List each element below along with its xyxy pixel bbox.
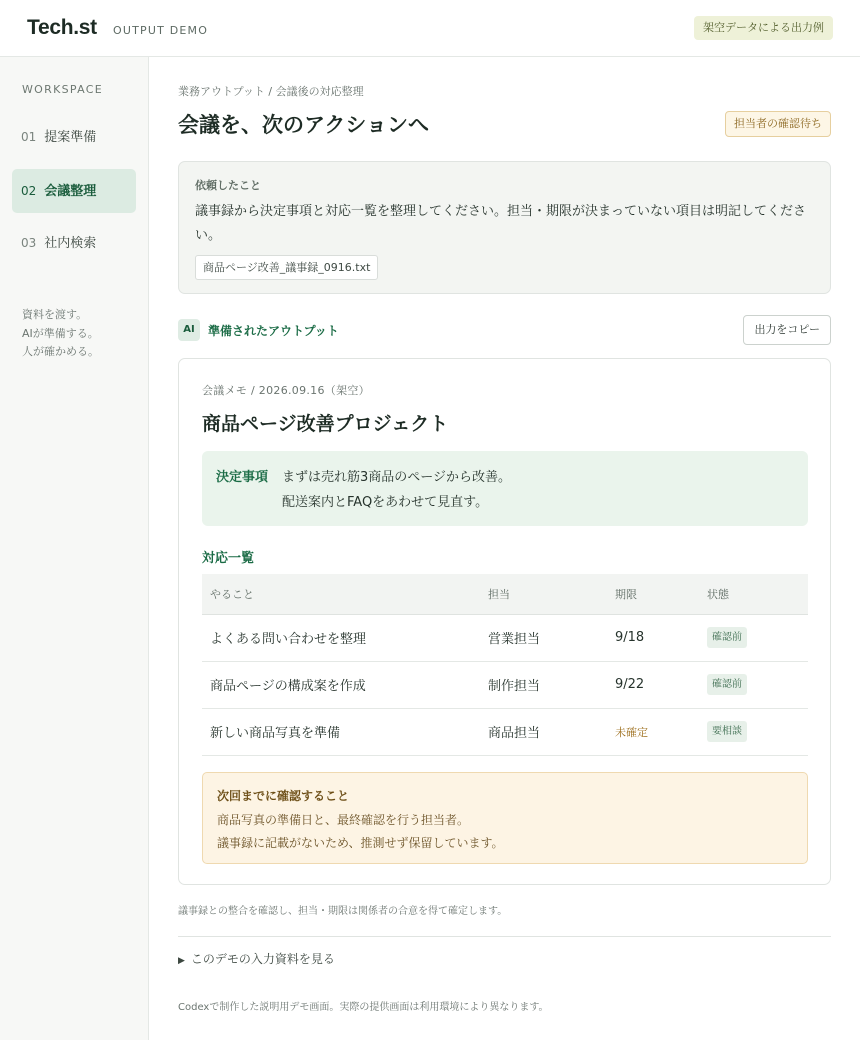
triangle-right-icon: ▶: [178, 956, 185, 966]
sidebar-item-label: 提案準備: [44, 130, 97, 145]
status-tag: 要相談: [707, 721, 747, 742]
sidebar-note: [22, 306, 99, 362]
ai-icon: AI: [178, 319, 200, 341]
logo[interactable]: Tech.st: [27, 16, 97, 39]
memo-meta: 会議メモ / 2026.09.16（架空）: [202, 384, 370, 397]
follow-up-box: [202, 772, 808, 864]
table-row: [202, 614, 808, 661]
due-cell: 9/22: [607, 661, 699, 708]
request-text: 議事録から決定事項と対応一覧を整理してください。担当・期限が決まっていない項目は明記してください。: [195, 204, 807, 243]
column-header-due: 期限: [607, 574, 699, 614]
footnote: 議事録との整合を確認し、担当・期限は関係者の合意を得て確定します。: [178, 906, 508, 917]
sidebar-note-line: AIが準備する。: [22, 326, 99, 340]
workspace-label: WORKSPACE: [22, 83, 103, 96]
sidebar-item-number: 03: [21, 236, 37, 250]
follow-up-title: 次回までに確認すること: [217, 789, 350, 803]
app-subtitle: OUTPUT DEMO: [113, 24, 209, 37]
breadcrumb: 業務アウトプット / 会議後の対応整理: [178, 85, 364, 98]
decision-label: 決定事項: [216, 470, 269, 485]
column-header-owner: 担当: [480, 574, 607, 614]
action-list-heading: 対応一覧: [202, 551, 255, 566]
follow-up-line: 商品写真の準備日と、最終確認を行う担当者。: [217, 813, 470, 827]
follow-up-line: 議事録に記載がないため、推測せず保留しています。: [217, 836, 504, 850]
toggle-label: このデモの入力資料を見る: [190, 952, 335, 966]
output-label: 準備されたアウトプット: [208, 324, 339, 338]
due-cell: 未確定: [607, 708, 699, 755]
decision-box: [202, 451, 808, 526]
sidebar-item-label: 会議整理: [44, 184, 97, 199]
sidebar-item-number: 02: [21, 184, 37, 198]
status-cell: [699, 708, 808, 755]
demo-badge: 架空データによる出力例: [694, 16, 833, 40]
table-row: [202, 708, 808, 755]
sidebar-item-label: 社内検索: [44, 236, 97, 251]
column-header-task: やること: [202, 574, 480, 614]
request-label: 依頼したこと: [195, 179, 261, 192]
output-card: [178, 358, 831, 885]
owner-cell: 制作担当: [480, 661, 607, 708]
input-materials-toggle[interactable]: [178, 950, 335, 967]
table-header-row: [202, 574, 808, 614]
disclaimer: Codexで制作した説明用デモ画面。実際の提供画面は利用環境により異なります。: [178, 1002, 549, 1013]
column-header-status: 状態: [699, 574, 808, 614]
sidebar-item-number: 01: [21, 130, 37, 144]
sidebar-note-line: 資料を渡す。: [22, 308, 88, 321]
divider: [178, 936, 831, 937]
due-cell: 9/18: [607, 614, 699, 661]
task-cell: 商品ページの構成案を作成: [202, 661, 480, 708]
status-cell: [699, 614, 808, 661]
sidebar-item-meeting[interactable]: [12, 169, 136, 213]
owner-cell: 商品担当: [480, 708, 607, 755]
output-header: [178, 315, 831, 345]
status-badge: 担当者の確認待ち: [725, 111, 831, 137]
sidebar-item-search[interactable]: [12, 221, 136, 265]
table-row: [202, 661, 808, 708]
sidebar-item-proposal[interactable]: [12, 115, 136, 159]
task-cell: 新しい商品写真を準備: [202, 708, 480, 755]
status-cell: [699, 661, 808, 708]
attached-file-chip[interactable]: 商品ページ改善_議事録_0916.txt: [195, 255, 378, 280]
page-title: 会議を、次のアクションへ: [178, 113, 429, 137]
request-panel: [178, 161, 831, 294]
sidebar: [0, 57, 149, 1040]
copy-output-button[interactable]: 出力をコピー: [743, 315, 831, 345]
decision-line: まずは売れ筋3商品のページから改善。: [282, 470, 512, 485]
memo-title: 商品ページ改善プロジェクト: [202, 413, 449, 435]
status-tag: 確認前: [707, 674, 747, 695]
sidebar-note-line: 人が確かめる。: [22, 345, 99, 358]
status-tag: 確認前: [707, 627, 747, 648]
action-table: [202, 574, 808, 756]
owner-cell: 営業担当: [480, 614, 607, 661]
top-bar: [0, 0, 860, 57]
task-cell: よくある問い合わせを整理: [202, 614, 480, 661]
decision-line: 配送案内とFAQをあわせて見直す。: [282, 495, 489, 510]
